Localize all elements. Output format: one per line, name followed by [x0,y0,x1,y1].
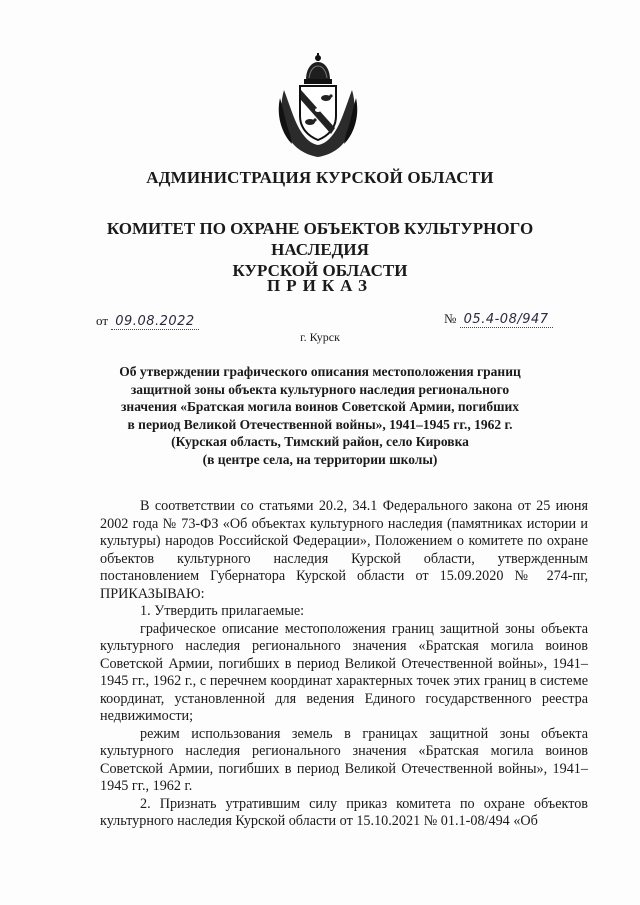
order-subject [110,363,530,468]
order-number [444,311,553,327]
administration-title: АДМИНИСТРАЦИЯ КУРСКОЙ ОБЛАСТИ [146,168,494,187]
committee-title-line2: КУРСКОЙ ОБЛАСТИ [232,261,408,280]
body-paragraph-item2: 2. Признать утратившим силу приказ комитета по охране объектов культурного наследия Курской области от 15.10.2021 № 01.1-08/494 «Об [100,795,588,829]
subject-line5: (Курская область, Тимский район, село Кировка [171,434,469,449]
body-paragraph-graphic-description: графическое описание местоположения границ защитной зоны объекта культурного наследия регионального значения «Братская могила воинов Советской Армии, погибших в период Великой Отечественной войны», 1941–1945 гг., 1962 г., с перечнем координат характерных точек этих границ в системе координат, установленной для ведения Единого государственного реестра недвижимости; [100,620,588,724]
committee-title [60,218,580,281]
subject-line2: защитной зоны объекта культурного наследия регионального [130,381,510,397]
document-type-title: ПРИКАЗ [267,276,373,295]
order-body [100,498,588,831]
city-label: г. Курск [300,330,340,344]
subject-line3: значения «Братская могила воинов Советской Армии, погибших [121,399,519,414]
date-prefix: от [96,313,109,328]
subject-line1: Об утверждении графического описания местоположения границ [119,364,521,379]
body-paragraph-land-use-regime: режим использования земель в границах защитной зоны объекта культурного наследия регионального значения «Братская могила воинов Советской Армии, погибших в период Великой Отечественной войны», 1941–1945 гг., 1962 г. [100,725,588,794]
number-prefix: № [444,311,457,326]
number-value: 05.4-08/947 [460,312,553,328]
committee-title-line1: КОМИТЕТ ПО ОХРАНЕ ОБЪЕКТОВ КУЛЬТУРНОГО НАСЛЕДИЯ [106,219,534,259]
order-date [96,313,199,329]
body-paragraph-preamble: В соответствии со статьями 20.2, 34.1 Федерального закона от 25 июня 2002 года № 73-ФЗ «Об объектах культурного наследия (памятниках истории и культуры) народов Российской Федерации», Положением о комитете по охране объектов культурного наследия Курской области, утвержденным постановлением Губернатора Курской области от 15.09.2020 № 274-пг, ПРИКАЗЫВАЮ: [100,498,588,602]
body-paragraph-item1: 1. Утвердить прилагаемые: [140,603,305,619]
date-value: 09.08.2022 [111,314,198,330]
subject-line4: в период Великой Отечественной войны», 1941–1945 гг., 1962 г. [127,416,513,432]
subject-line6: (в центре села, на территории школы) [202,451,438,467]
kursk-coat-of-arms-icon [276,50,360,158]
